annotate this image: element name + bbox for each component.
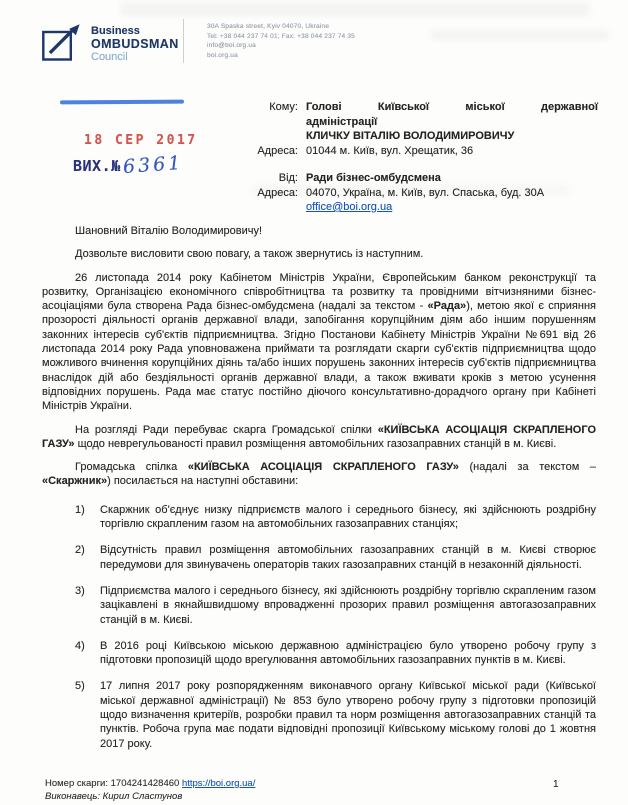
sender-address-label: Адреса: (257, 186, 298, 199)
recipient-title-line2: адміністрації (306, 115, 378, 128)
page-number: 1 (553, 779, 559, 790)
greeting: Шановний Віталію Володимировичу! (75, 225, 263, 237)
paragraph-2 (42, 423, 596, 452)
list-item-number: 4) (75, 639, 85, 652)
list-item (75, 503, 596, 532)
list-item-text: 17 липня 2017 року розпорядженням виконавчого органу Київської міської ради (Київської міської державної адміністрації) № 853 було утворено робочу групу з підготовки пропозицій щодо визначення критеріїв, розробки правил та норм розміщення автогазозаправних станцій та пунктів. Робоча група має подати відповідні пропозиції Київському міському голові до 1 жовтня 2017 року. (100, 680, 596, 750)
association-name: «КИЇВСЬКА АСОЦІАЦІЯ СКРАПЛЕНОГО ГАЗУ» (187, 461, 459, 474)
complaint-number-line (45, 777, 255, 790)
paragraph-1 (42, 271, 596, 414)
association-name: «КИЇВСЬКА АСОЦІАЦІЯ СКРАПЛЕНОГО ГАЗУ» (42, 423, 597, 450)
letterhead-divider (183, 19, 184, 63)
list-item-text: Підприємства малого і середнього бізнесу, які здійснюють роздрібну торгівлю скрапленим газом зацікавлені в якнайшвидшому впровадженні прозорих правил розміщення автогазозаправних станцій в м. Києві. (100, 584, 596, 626)
address-block (222, 100, 598, 215)
business-ombudsman-logo (40, 21, 179, 65)
list-item-text: В 2016 році Київською міською державною адміністрацією було утворено робочу групу з підготовки пропозицій щодо врегулювання автомобільних газозаправних пунктів в м. Києві. (100, 639, 596, 667)
recipient-address-label: Адреса: (257, 144, 298, 157)
paragraph-3 (42, 460, 596, 489)
boi-website-link[interactable]: https://boi.org.ua/ (181, 778, 256, 789)
outgoing-number-handwritten: 6361 (121, 151, 184, 179)
to-label: Кому: (269, 101, 298, 113)
list-item-number: 5) (75, 680, 85, 693)
recipient-person-name: КЛИЧКУ ВІТАЛІЮ ВОЛОДИМИРОВИЧУ (306, 130, 515, 142)
contact-email: info@boi.org.ua (207, 42, 256, 49)
executor-line (45, 790, 255, 803)
list-item (75, 679, 596, 750)
list-item (75, 639, 596, 668)
list-item (75, 543, 596, 572)
sender-address-row (222, 186, 598, 215)
recipient-address-row (222, 144, 598, 159)
outgoing-number-stamp (73, 151, 184, 179)
sender-address-block (306, 186, 598, 215)
term-skarzhnyk: «Скаржник» (42, 475, 108, 488)
paragraph-3-text-cont: ) посилається на наступні обставини: (107, 475, 299, 488)
recipient-title-line1: Голові Київської міської державної (306, 101, 598, 113)
logo-line-council: Council (91, 51, 128, 63)
contact-address: 30A Spaska street, Kyiv 04070, Ukraine (207, 23, 330, 30)
intro-line: Дозвольте висловити свою повагу, а також звернутись із наступним. (75, 248, 424, 261)
recipient-name (306, 100, 598, 144)
list-item-text: Скаржник об'єднує низку підприємств малого і середнього бізнесу, які здійснюють роздрібну торгівлю скрапленим газом на автомобільних газозаправних станціях; (100, 503, 596, 531)
blue-pen-mark (60, 100, 184, 104)
sender-name: Ради бізнес-омбудсмена (306, 172, 441, 184)
list-item-number: 3) (75, 584, 85, 597)
scan-artifact (120, 2, 590, 16)
list-item (75, 584, 596, 627)
logo-line-business: Business (91, 25, 140, 37)
list-item-number: 2) (75, 544, 85, 557)
from-label: Від: (278, 172, 298, 184)
paragraph-3-text: Громадська спілка (75, 461, 188, 474)
sender-address: 04070, Україна, м. Київ, вул. Спаська, буд. 30А (306, 186, 545, 199)
sender-email-link[interactable]: office@boi.org.ua (306, 201, 393, 213)
executor-name: Кирил Сластунов (102, 791, 183, 802)
paragraph-1-text-cont: ), метою якої є сприяння прозорості діяльності органів державної влади, запобігання корупційним діям або іншим порушенням законних інтересів суб'єктів підприємництва. Згідно Постанови Кабінету Міністрів України №691 від 26 листопада 2014 року Рада уповноважена приймати та розглядати скарги суб'єктів підприємництва щодо можливого вчинення корупційних діянь та/або інших порушень законних інтересів суб'єктів підприємництва внаслідок дій або бездіяльності органів державної влади, а також вживати кроків з метою усунення відповідних порушень. Рада має статус постійно діючого консультативно-дорадчого органу при Кабінеті Міністрів України. (42, 300, 596, 413)
date-stamp: 18 СЕР 2017 (84, 133, 198, 148)
paragraph-3-text-mid: (надалі за текстом – (458, 461, 596, 474)
numbered-list (42, 503, 596, 751)
letterhead (40, 17, 598, 71)
contact-phone: Tel: +38 044 237 74 01; Fax: +38 044 237 74 35 (207, 32, 355, 40)
paragraph-1-text: 26 листопада 2014 року Кабінетом Міністрів України, Європейським банком реконструкції та розвитку, Організацією економічного співробітництва та розвитку та провідними вітчизняними бізнес-асоціаціями була створена Рада бізнес-омбудсмена (надалі за текстом - (42, 271, 596, 313)
letter-body (42, 224, 596, 763)
list-item-text: Відсутність правил розміщення автомобільних газозаправних станцій в м. Києві створює передумови для звинувачень операторів таких газозаправних станцій в незаконній діяльності. (100, 544, 596, 571)
recipient-row (222, 100, 598, 144)
contact-website: boi.org.ua (207, 51, 238, 59)
complaint-number-value: 1704241428460 (110, 778, 180, 789)
logo-line-ombudsman: OMBUDSMAN (91, 37, 179, 51)
sender-row (222, 171, 598, 186)
letterhead-contact (207, 22, 355, 60)
paragraph-2-text-cont: щодо неврегульованості правил розміщення автомобільних газозаправних станцій в м. Києві. (74, 437, 557, 450)
outgoing-number-label: ВИХ.№ (73, 157, 121, 175)
complaint-number-label: Номер скарги: (45, 778, 108, 789)
term-rada: «Рада» (427, 300, 467, 313)
recipient-address: 01044 м. Київ, вул. Хрещатик, 36 (306, 144, 474, 157)
arrow-square-logo-icon (40, 21, 84, 65)
paragraph-2-text: На розгляді Ради перебуває скарга Громадської спілки (75, 423, 378, 436)
list-item-number: 1) (75, 503, 85, 516)
logo-wordmark (91, 21, 179, 65)
letter-footer (45, 777, 255, 803)
address-gap (222, 158, 598, 171)
executor-label: Виконавець: (45, 791, 101, 802)
